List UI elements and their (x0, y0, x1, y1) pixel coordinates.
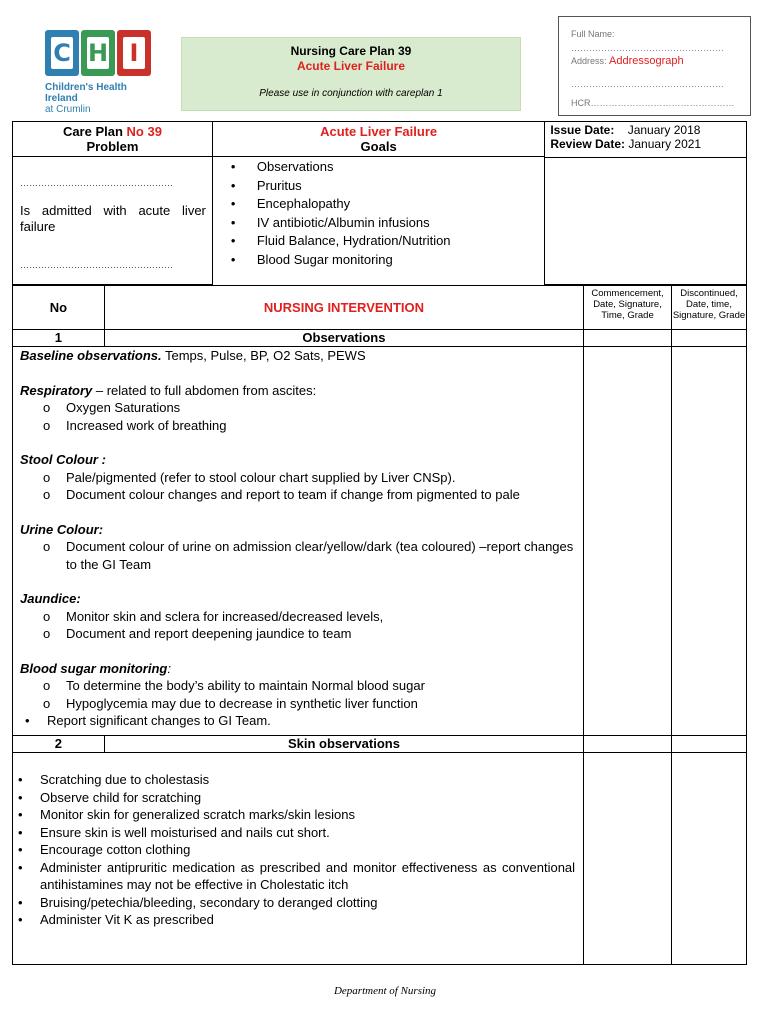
logo-letter-c: C (45, 30, 79, 76)
urine-colour-heading: Urine Colour: (20, 521, 104, 537)
section-2-commencement[interactable] (584, 736, 672, 753)
goal-item: • Pruritus (231, 177, 544, 196)
issue-date-value: January 2018 (627, 123, 701, 137)
logo-name: Children's Health Ireland (45, 82, 127, 104)
address-dots: …………………………………………… (571, 79, 724, 89)
skin-item: • Monitor skin for generalized scratch marks/skin lesions (13, 806, 575, 824)
jaundice-item: o Monitor skin and sclera for increased/decreased levels, (20, 608, 582, 626)
skin-item: • Administer antipruritic medication as prescribed and monitor effectiveness as conventional antihistamines may not be effective in Cholestatic itch (13, 859, 575, 894)
respiratory-item: o Increased work of breathing (20, 417, 582, 435)
section-2-heading: Skin observations (104, 736, 583, 753)
care-plan-header-table (12, 121, 747, 285)
section-1-discontinued-entries[interactable] (672, 347, 747, 736)
section-2-discontinued[interactable] (672, 736, 747, 753)
full-name-label: Full Name: (571, 29, 615, 39)
section-2-content (13, 753, 584, 965)
goals-list (213, 158, 544, 269)
logo-blocks (45, 30, 155, 78)
blood-sugar-heading: Blood sugar monitoring: (20, 660, 171, 676)
section-1-number: 1 (13, 330, 105, 347)
review-date-label: Review Date: (550, 137, 626, 151)
problem-cell (13, 157, 213, 285)
page-footer: Department of Nursing (333, 985, 437, 997)
hospital-logo (45, 30, 155, 115)
section-2-discontinued-entries[interactable] (672, 753, 747, 965)
skin-item: • Observe child for scratching (13, 789, 575, 807)
goals-cell (212, 157, 544, 285)
goal-item: • Encephalopathy (231, 195, 544, 214)
baseline-observations: Baseline observations. Temps, Pulse, BP, O2 Sats, PEWS (20, 348, 366, 363)
stool-item: o Pale/pigmented (refer to stool colour chart supplied by Liver CNSp). (20, 469, 582, 487)
issue-date-label: Issue Date: (550, 123, 615, 137)
goals-header: Acute Liver Failure Goals (212, 122, 544, 157)
full-name-field[interactable]: …………………………………………… (571, 43, 724, 53)
goal-item: • Fluid Balance, Hydration/Nutrition (231, 232, 544, 251)
skin-item: • Bruising/petechia/bleeding, secondary to deranged clotting (13, 894, 575, 912)
commencement-header: Commencement, Date, Signature, Time, Grade (584, 286, 672, 330)
care-plan-subtitle: Acute Liver Failure (296, 59, 406, 73)
patient-details-box (558, 16, 751, 116)
skin-item: • Administer Vit K as prescribed (13, 911, 575, 929)
nursing-intervention-table (12, 285, 747, 965)
section-1-heading: Observations (104, 330, 583, 347)
addressograph-value: Addressograph (609, 55, 684, 67)
review-date-value: January 2021 (628, 137, 702, 151)
jaundice-item: o Document and report deepening jaundice to team (20, 625, 582, 643)
respiratory-heading: Respiratory – related to full abdomen from ascites: (20, 382, 317, 398)
urine-item: o Document colour of urine on admission clear/yellow/dark (tea coloured) –report changes to the GI Team (20, 538, 582, 573)
section-1-commencement-entries[interactable] (584, 347, 672, 736)
blood-sugar-item: o To determine the body’s ability to maintain Normal blood sugar (20, 677, 582, 695)
problem-header: Care Plan No 39 Problem (13, 122, 213, 157)
section-1-discontinued[interactable] (672, 330, 747, 347)
address-field[interactable] (571, 55, 684, 67)
blood-sugar-item: o Hypoglycemia may due to decrease in synthetic liver function (20, 695, 582, 713)
discontinued-header: Discontinued, Date, time, Signature, Grade (672, 286, 747, 330)
address-label: Address: (571, 56, 607, 66)
goal-item: • IV antibiotic/Albumin infusions (231, 214, 544, 233)
goal-item: • Observations (231, 158, 544, 177)
goal-item: • Blood Sugar monitoring (231, 251, 544, 270)
logo-subtitle: at Crumlin (45, 104, 91, 115)
problem-text: Is admitted with acute liver failure (20, 203, 206, 234)
section-2-commencement-entries[interactable] (584, 753, 672, 965)
logo-letter-i: I (117, 30, 151, 76)
respiratory-item: o Oxygen Saturations (20, 399, 582, 417)
jaundice-heading: Jaundice: (20, 591, 81, 606)
section-1-commencement[interactable] (584, 330, 672, 347)
problem-dots-bottom: …………………………………………… (20, 260, 173, 270)
no-header: No (13, 286, 105, 330)
problem-dots-top: …………………………………………… (20, 178, 173, 188)
stool-colour-heading: Stool Colour : (20, 452, 106, 467)
nursing-intervention-header: NURSING INTERVENTION (104, 286, 583, 330)
blood-sugar-report-item: • Report significant changes to GI Team. (20, 712, 582, 730)
section-1-content (13, 347, 584, 736)
skin-item: • Encourage cotton clothing (13, 841, 575, 859)
hcr-field[interactable]: HCR………………………………………… (571, 98, 735, 108)
care-plan-title-box (181, 37, 521, 111)
care-plan-title: Nursing Care Plan 39 (290, 44, 412, 58)
dates-cell (545, 122, 747, 285)
stool-item: o Document colour changes and report to team if change from pigmented to pale (20, 486, 582, 504)
skin-item: • Scratching due to cholestasis (13, 771, 575, 789)
skin-item: • Ensure skin is well moisturised and nails cut short. (13, 824, 575, 842)
section-2-number: 2 (13, 736, 105, 753)
care-plan-note: Please use in conjunction with careplan 1 (259, 88, 443, 99)
logo-letter-h: H (81, 30, 115, 76)
